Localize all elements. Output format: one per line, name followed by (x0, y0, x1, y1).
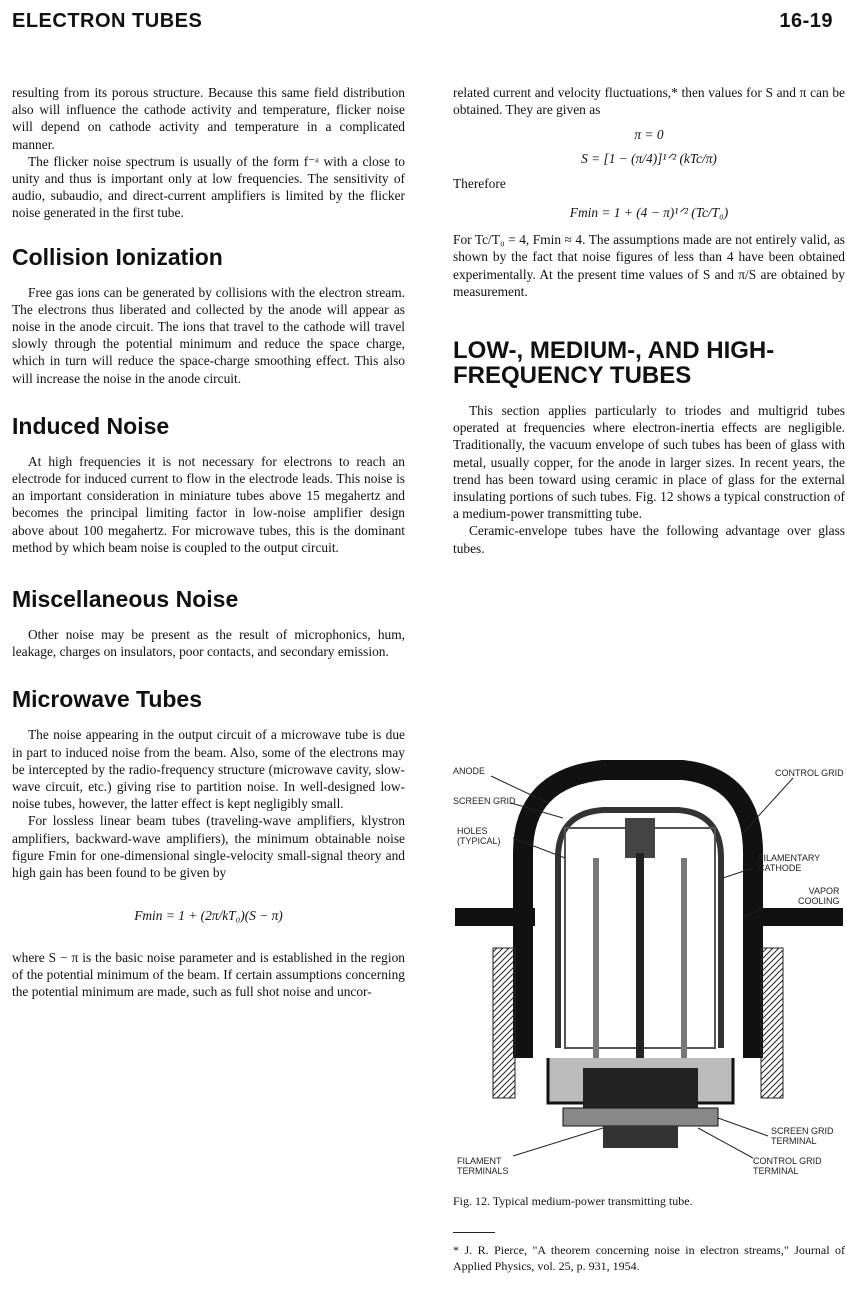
cooling-flange-left (455, 908, 535, 926)
label-anode: ANODE (453, 766, 486, 776)
section-heading-frequency: LOW-, MEDIUM-, AND HIGH-FREQUENCY TUBES (453, 337, 775, 390)
label-screen-grid-terminal: SCREEN GRID TERMINAL (771, 1126, 834, 1146)
section-heading-collision: Collision Ionization (12, 243, 223, 270)
paragraph: related current and velocity fluctuations,* then values for S and π can be obtained. They are given as (453, 85, 845, 118)
equation-pi: π = 0 (634, 127, 664, 143)
label-filamentary-cathode: FILAMENTARY CATHODE (758, 853, 821, 873)
section-heading-misc: Miscellaneous Noise (12, 586, 239, 613)
right-column (453, 84, 845, 557)
paragraph: The noise appearing in the output circuit of a microwave tube is due in part to induced noise from the beam. Also, some of the electrons may be intercepted by the radio-frequency structure (microwave cavity, slow-wave circuit, etc.) giving rise to partition noise. In well-designed low-noise tubes, however, the latter effect is kept negligibly small. (12, 727, 405, 812)
running-head (12, 10, 833, 32)
paragraph: At high frequencies it is not necessary for electrons to reach an electrode for induced current to flow in the electrode leads. This noise is an important consideration in miniature tubes above 15 megahertz and becomes the principal limiting factor in low-noise amplifier design above about 100 megahertz. For microwave tubes, this is the dominant method by which beam noise is coupled to the output circuit. (12, 453, 405, 555)
base-block (583, 1068, 698, 1108)
paragraph: For lossless linear beam tubes (traveling-wave amplifiers, klystron amplifiers, backward-wave amplifiers), the minimum obtainable noise figure Fmin for one-dimensional single-velocity small-signal theory and high gain has been found to be given by (12, 813, 405, 881)
footnote-rule (453, 1232, 495, 1233)
running-head-title: ELECTRON TUBES (12, 10, 203, 32)
paragraph: This section applies particularly to triodes and multigrid tubes operated at frequencies where electron-inertia effects are negligible. Traditionally, the vacuum envelope of such tubes has been of glass with metal, usually copper, for the anode in larger sizes. In recent years, the trend has been toward using ceramic in place of glass for the external insulating portions of such tubes. Fig. 12 shows a typical construction of a medium-power transmitting tube. (453, 403, 845, 522)
cathode-top (625, 818, 655, 858)
page-number: 16-19 (779, 10, 833, 32)
paragraph: resulting from its porous structure. Because this same field distribution also will influence the cathode activity and temperature, flicker noise will depend on cathode activity and temperature in a complicated manner. (12, 85, 405, 152)
paragraph: Ceramic-envelope tubes have the following advantage over glass tubes. (453, 523, 845, 556)
figure-caption: Fig. 12. Typical medium-power transmitting tube. (453, 1194, 693, 1208)
paragraph: Free gas ions can be generated by collisions with the electron stream. The electrons thus liberated and collected by the anode will appear as noise in the anode circuit. The ions that travel to the cathode will travel slowly through the potential minimum and reduce the space charge, which in turn will reduce the space-charge smoothing effect. This also will increase the noise in the anode circuit. (12, 284, 405, 386)
equation-fmin: Fmin = 1 + (2π/kT₀)(S − π) (134, 908, 283, 924)
footnote: * J. R. Pierce, "A theorem concerning noise in electron streams," Journal of Applied Physics, vol. 25, p. 931, 1954. (453, 1243, 845, 1273)
tube-illustration (453, 758, 845, 1178)
label-vapor-cooling: VAPOR COOLING (798, 886, 840, 906)
label-holes: HOLES (TYPICAL) (457, 826, 501, 846)
paragraph: The flicker noise spectrum is usually of the form f⁻ᵃ with a close to unity and thus is important only at low frequencies. The sensitivity of audio, subaudio, and direct-current amplifiers is limited by the flicker noise generated in the first tube. (12, 153, 405, 221)
label-control-grid-terminal: CONTROL GRID TERMINAL (753, 1156, 822, 1176)
equation-fmin-2: Fmin = 1 + (4 − π)¹ᐟ² (Tc/T₀) (569, 205, 729, 221)
section-heading-microwave: Microwave Tubes (12, 686, 203, 713)
left-column (12, 84, 405, 1000)
label-screen-grid: SCREEN GRID (453, 796, 516, 806)
paragraph: where S − π is the basic noise parameter and is established in the region of the potential minimum of the beam. If certain assumptions concerning the potential minimum are made, such as full shot noise and uncor- (12, 949, 405, 999)
cathode-rod (636, 853, 644, 1068)
paragraph: Therefore (453, 175, 506, 191)
equation-s: S = [1 − (π/4)]¹ᐟ² (kTc/π) (581, 150, 717, 166)
section-heading-induced: Induced Noise (12, 412, 170, 439)
label-filament-terminals: FILAMENT TERMINALS (457, 1156, 509, 1176)
paragraph: Other noise may be present as the result of microphonics, hum, leakage, charges on insulators, poor contacts, and secondary emission. (12, 627, 405, 660)
paragraph: For Tc/T₀ = 4, Fmin ≈ 4. The assumptions made are not entirely valid, as shown by the fact that noise figures of less than 4 have been obtained experimentally. At the present time values of S and π/S are obtained by measurement. (453, 232, 845, 299)
label-control-grid: CONTROL GRID (775, 768, 844, 778)
tube-cutaway-figure (453, 758, 845, 1178)
